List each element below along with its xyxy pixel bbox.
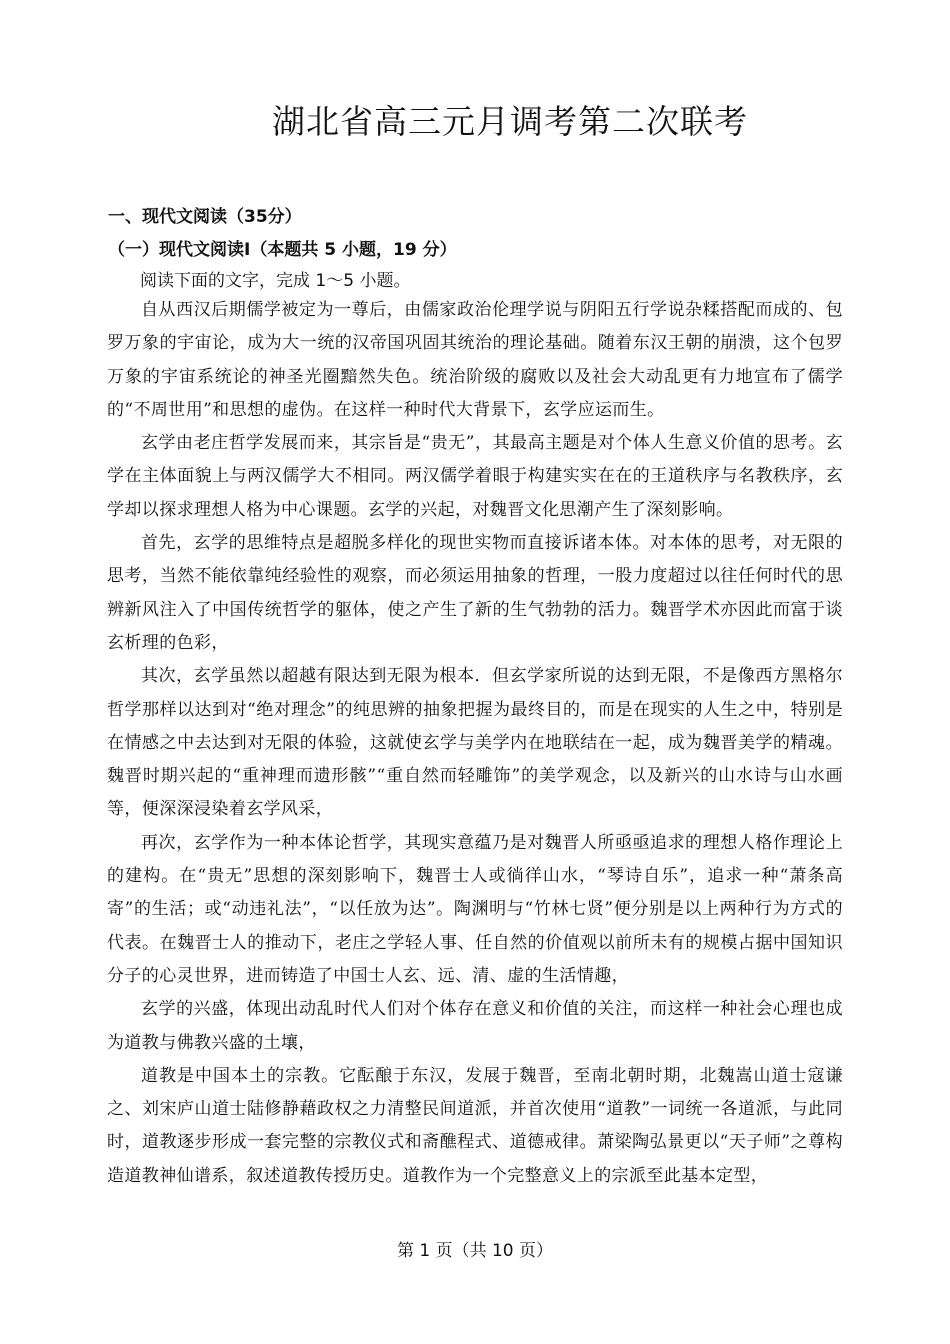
sub-heading: （一）现代文阅读Ⅰ（本题共 5 小题，19 分） (108, 240, 457, 260)
exam-title: 湖北省高三元月调考第二次联考 (272, 102, 748, 141)
passage-paragraph: 其次，玄学虽然以超越有限达到无限为根本．但玄学家所说的达到无限，不是像西方黑格尔哲学那样以达到对“绝对理念”的纯思辨的抽象把握为最终目的，而是在现实的人生之中，特别是在情感之中去达到对无限的体验，这就使玄学与美学内在地联结在一起，成为魏晋美学的精魂。魏晋时期兴起的“重神理而遗形骸”“重自然而轻雕饰”的美学观念，以及新兴的山水诗与山水画等，便深深浸染着玄学风采， (107, 666, 843, 820)
section-heading: 一、现代文阅读（35分） (108, 207, 302, 227)
reading-passage (107, 294, 843, 1193)
instruction-text: 阅读下面的文字，完成 1～5 小题。 (140, 271, 411, 291)
passage-paragraph: 再次，玄学作为一种本体论哲学，其现实意蕴乃是对魏晋人所亟亟追求的理想人格作理论上的建构。在“贵无”思想的深刻影响下，魏晋士人或徜徉山水，“琴诗自乐”，追求一种“萧条高寄”的生活；或“动违礼法”，“以任放为达”。陶渊明与“竹林七贤”便分别是以上两种行为方式的代表。在魏晋士人的推动下，老庄之学轻人事、任自然的价值观以前所未有的规模占据中国知识分子的心灵世界，进而铸造了中国士人玄、远、清、虚的生活情趣， (107, 832, 843, 986)
passage-paragraph: 首先，玄学的思维特点是超脱多样化的现世实物而直接诉诸本体。对本体的思考，对无限的思考，当然不能依靠纯经验性的观察，而必须运用抽象的哲理，一股力度超过以往任何时代的思辨新风注入了中国传统哲学的躯体，使之产生了新的生气勃勃的活力。魏晋学术亦因此而富于谈玄析理的色彩， (107, 533, 843, 653)
passage-paragraph: 道教是中国本土的宗教。它酝酿于东汉，发展于魏晋，至南北朝时期，北魏嵩山道士寇谦之、刘宋庐山道士陆修静藉政权之力清整民间道派，并首次使用“道教”一词统一各道派，与此同时，道教逐步形成一套完整的宗教仪式和斋醮程式、道德戒律。萧梁陶弘景更以“天子师”之尊构造道教神仙谱系，叙述道教传授历史。道教作为一个完整意义上的宗派至此基本定型， (107, 1065, 843, 1186)
passage-paragraph: 玄学由老庄哲学发展而来，其宗旨是“贵无”，其最高主题是对个体人生意义价值的思考。玄学在主体面貌上与两汉儒学大不相同。两汉儒学着眼于构建实实在在的王道秩序与名教秩序，玄学却以探求理想人格为中心课题。玄学的兴起，对魏晋文化思潮产生了深刻影响。 (107, 433, 843, 520)
page-number-footer: 第 1 页（共 10 页） (396, 1241, 554, 1261)
passage-paragraph: 玄学的兴盛，体现出动乱时代人们对个体存在意义和价值的关注，而这样一种社会心理也成为道教与佛教兴盛的土壤， (107, 999, 843, 1053)
passage-paragraph: 自从西汉后期儒学被定为一尊后，由儒家政治伦理学说与阴阳五行学说杂糅搭配而成的、包罗万象的宇宙论，成为大一统的汉帝国巩固其统治的理论基础。随着东汉王朝的崩溃，这个包罗万象的宇宙系统论的神圣光圈黯然失色。统治阶级的腐败以及社会大动乱更有力地宣布了儒学的“不周世用”和思想的虚伪。在这样一种时代大背景下，玄学应运而生。 (107, 300, 843, 420)
